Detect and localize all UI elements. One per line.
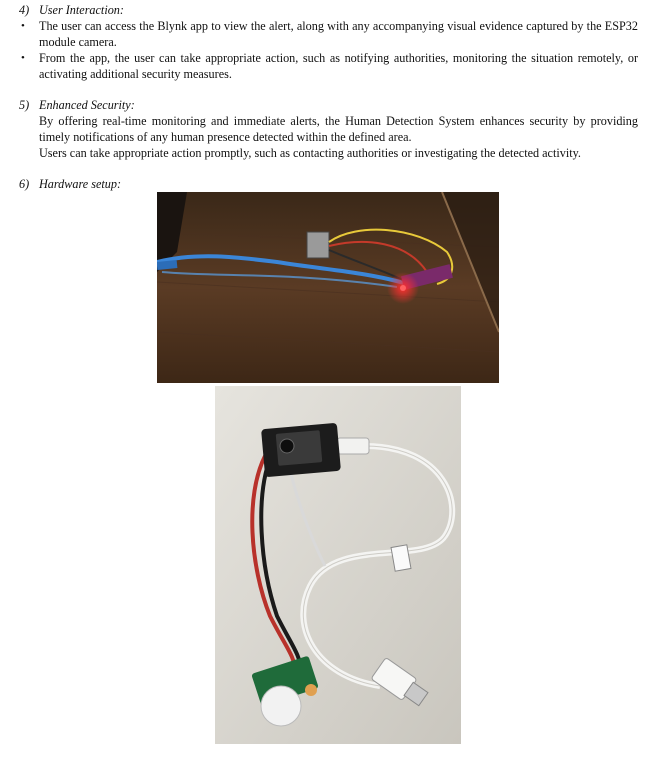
section-number: 5) — [19, 98, 30, 112]
bullet-text: From the app, the user can take appropriate action, such as notifying authorities, monitoring the situation remotely, or activating additional security measures. — [39, 51, 638, 81]
paragraph: Users can take appropriate action promptly, such as contacting authorities or investigating the detected activity. — [39, 146, 581, 160]
section-heading: Hardware setup: — [39, 177, 122, 191]
paragraph: By offering real-time monitoring and immediate alerts, the Human Detection System enhances security by providing timely notifications of any human presence detected within the defined area. — [39, 114, 638, 144]
bullet-text: The user can access the Blynk app to view the alert, along with any accompanying visual evidence captured by the ESP32 module camera. — [39, 19, 638, 49]
section-heading: User Interaction: — [39, 3, 124, 17]
section-heading: Enhanced Security: — [39, 98, 135, 112]
bullet-icon: • — [21, 52, 25, 64]
bullet-icon: • — [21, 20, 25, 32]
hardware-photo-module — [215, 386, 461, 744]
hardware-photo-desk — [157, 192, 499, 383]
section-number: 6) — [19, 177, 30, 191]
section-number: 4) — [19, 3, 30, 17]
